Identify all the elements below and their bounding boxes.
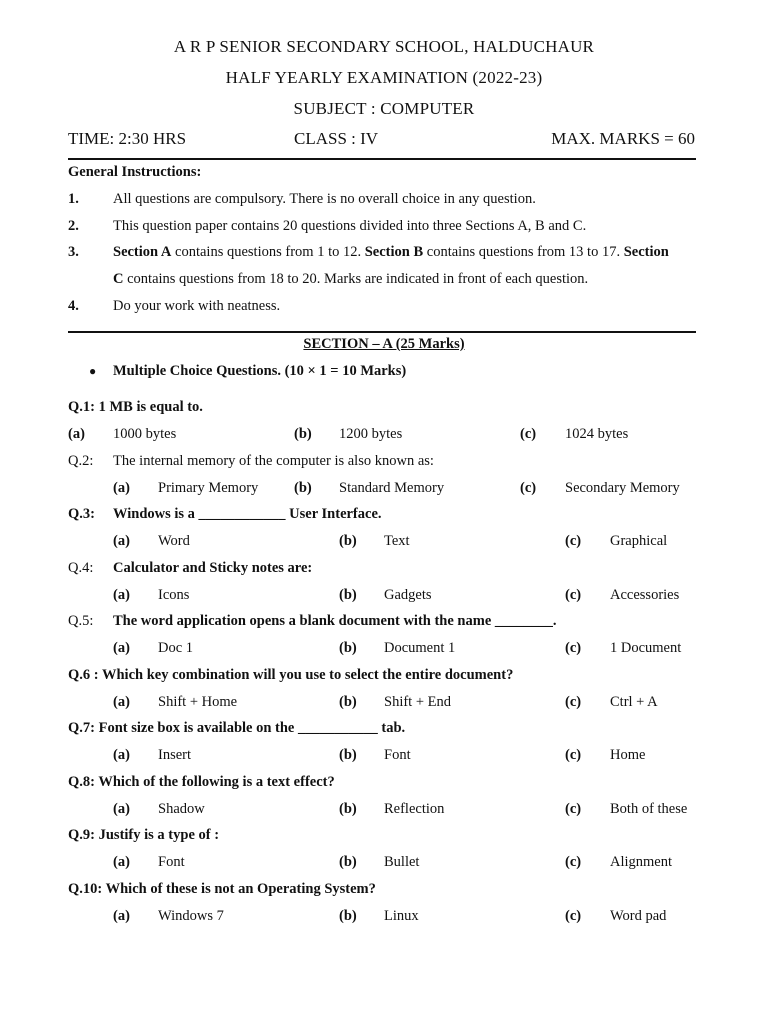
option-c: Alignment	[610, 854, 673, 870]
option-label: (a)	[113, 694, 130, 710]
option-label: (c)	[565, 801, 582, 817]
option-c: Graphical	[610, 533, 668, 549]
option-b: Font	[384, 747, 411, 763]
option-a: Icons	[158, 587, 190, 603]
option-label: (b)	[339, 587, 357, 603]
instruction-number: 2.	[68, 218, 79, 234]
instruction-text-continued	[113, 271, 588, 288]
option-label: (a)	[113, 747, 130, 763]
mcq-subheading: Multiple Choice Questions. (10 × 1 = 10 Marks)	[113, 363, 407, 379]
instruction-number: 1.	[68, 191, 79, 207]
instruction-fragment: contains questions from 18 to 20. Marks are indicated in front of each question.	[123, 271, 589, 287]
question-4-label: Q.4:	[68, 560, 94, 576]
option-label: (b)	[339, 747, 357, 763]
option-label: (c)	[520, 480, 537, 496]
option-label: (c)	[565, 587, 582, 603]
option-label: (b)	[294, 480, 312, 496]
instructions-divider	[68, 331, 696, 333]
instructions-title: General Instructions:	[68, 164, 202, 180]
question-3-text: Windows is a ____________ User Interface.	[113, 506, 382, 522]
option-c: 1 Document	[610, 640, 682, 656]
option-c: Home	[610, 747, 646, 763]
option-b: Bullet	[384, 854, 420, 870]
option-label: (a)	[113, 533, 130, 549]
option-label: (a)	[68, 426, 85, 442]
option-a: Word	[158, 533, 190, 549]
option-label: (a)	[113, 801, 130, 817]
question-8: Q.8: Which of the following is a text effect?	[68, 774, 335, 790]
option-label: (c)	[565, 694, 582, 710]
max-marks-label: MAX. MARKS = 60	[551, 129, 695, 148]
option-a: Shift + Home	[158, 694, 238, 710]
class-label: CLASS : IV	[294, 129, 379, 148]
question-5-text: The word application opens a blank document with the name ________.	[113, 613, 557, 629]
question-3-label: Q.3:	[68, 506, 95, 522]
instruction-number: 4.	[68, 298, 79, 314]
option-b: Standard Memory	[339, 480, 445, 496]
option-label: (b)	[339, 640, 357, 656]
option-a: Font	[158, 854, 185, 870]
option-label: (a)	[113, 640, 130, 656]
option-label: (c)	[565, 854, 582, 870]
instruction-text: Do your work with neatness.	[113, 298, 281, 314]
question-5-label: Q.5:	[68, 613, 94, 629]
option-label: (b)	[339, 854, 357, 870]
header-divider	[68, 158, 696, 160]
option-a: Insert	[158, 747, 192, 763]
section-a-ref: Section A	[113, 244, 172, 260]
option-label: (a)	[113, 480, 130, 496]
option-a: 1000 bytes	[113, 426, 177, 442]
option-label: (c)	[565, 533, 582, 549]
instruction-text	[113, 244, 669, 261]
option-label: (c)	[565, 747, 582, 763]
option-a: Shadow	[158, 801, 205, 817]
option-c: Ctrl + A	[610, 694, 658, 710]
option-label: (c)	[520, 426, 537, 442]
section-b-ref: Section B	[364, 244, 424, 260]
question-9: Q.9: Justify is a type of :	[68, 827, 220, 843]
option-b: Linux	[384, 908, 419, 924]
instruction-fragment: contains questions from 1 to 12.	[171, 244, 365, 260]
school-name: A R P SENIOR SECONDARY SCHOOL, HALDUCHAUR	[173, 37, 595, 56]
option-c: 1024 bytes	[565, 426, 629, 442]
question-6: Q.6 : Which key combination will you use to select the entire document?	[68, 667, 514, 683]
instruction-text: This question paper contains 20 questions divided into three Sections A, B and C.	[113, 218, 587, 234]
instruction-number: 3.	[68, 244, 79, 260]
section-c-ref: C	[113, 271, 124, 287]
question-1: Q.1: 1 MB is equal to.	[68, 399, 203, 415]
subject-title: SUBJECT : COMPUTER	[293, 99, 475, 118]
section-a-title: SECTION – A (25 Marks)	[303, 336, 465, 352]
option-label: (c)	[565, 908, 582, 924]
option-label: (a)	[113, 854, 130, 870]
option-b: Shift + End	[384, 694, 451, 710]
option-a: Windows 7	[158, 908, 224, 924]
option-c: Secondary Memory	[565, 480, 680, 496]
option-c: Both of these	[610, 801, 688, 817]
option-label: (a)	[113, 908, 130, 924]
exam-meta-row	[68, 129, 695, 151]
option-label: (b)	[339, 801, 357, 817]
bullet-icon: ●	[89, 364, 97, 378]
question-7: Q.7: Font size box is available on the ___________ tab.	[68, 720, 406, 736]
question-2-text: The internal memory of the computer is also known as:	[113, 453, 434, 469]
option-b: Reflection	[384, 801, 445, 817]
option-a: Doc 1	[158, 640, 194, 656]
option-b: Text	[384, 533, 410, 549]
option-label: (a)	[113, 587, 130, 603]
question-4-text: Calculator and Sticky notes are:	[113, 560, 313, 576]
option-label: (b)	[339, 533, 357, 549]
time-label: TIME: 2:30 HRS	[68, 129, 187, 148]
option-b: 1200 bytes	[339, 426, 403, 442]
section-c-ref: Section	[623, 244, 669, 260]
option-b: Document 1	[384, 640, 456, 656]
option-b: Gadgets	[384, 587, 432, 603]
option-a: Primary Memory	[158, 480, 259, 496]
exam-title: HALF YEARLY EXAMINATION (2022-23)	[225, 68, 543, 87]
instruction-text: All questions are compulsory. There is no overall choice in any question.	[113, 191, 536, 207]
question-2-label: Q.2:	[68, 453, 94, 469]
option-label: (b)	[294, 426, 312, 442]
option-c: Accessories	[610, 587, 680, 603]
option-label: (b)	[339, 694, 357, 710]
instruction-fragment: contains questions from 13 to 17.	[423, 244, 624, 260]
question-10: Q.10: Which of these is not an Operating System?	[68, 881, 376, 897]
option-label: (c)	[565, 640, 582, 656]
option-label: (b)	[339, 908, 357, 924]
option-c: Word pad	[610, 908, 667, 924]
